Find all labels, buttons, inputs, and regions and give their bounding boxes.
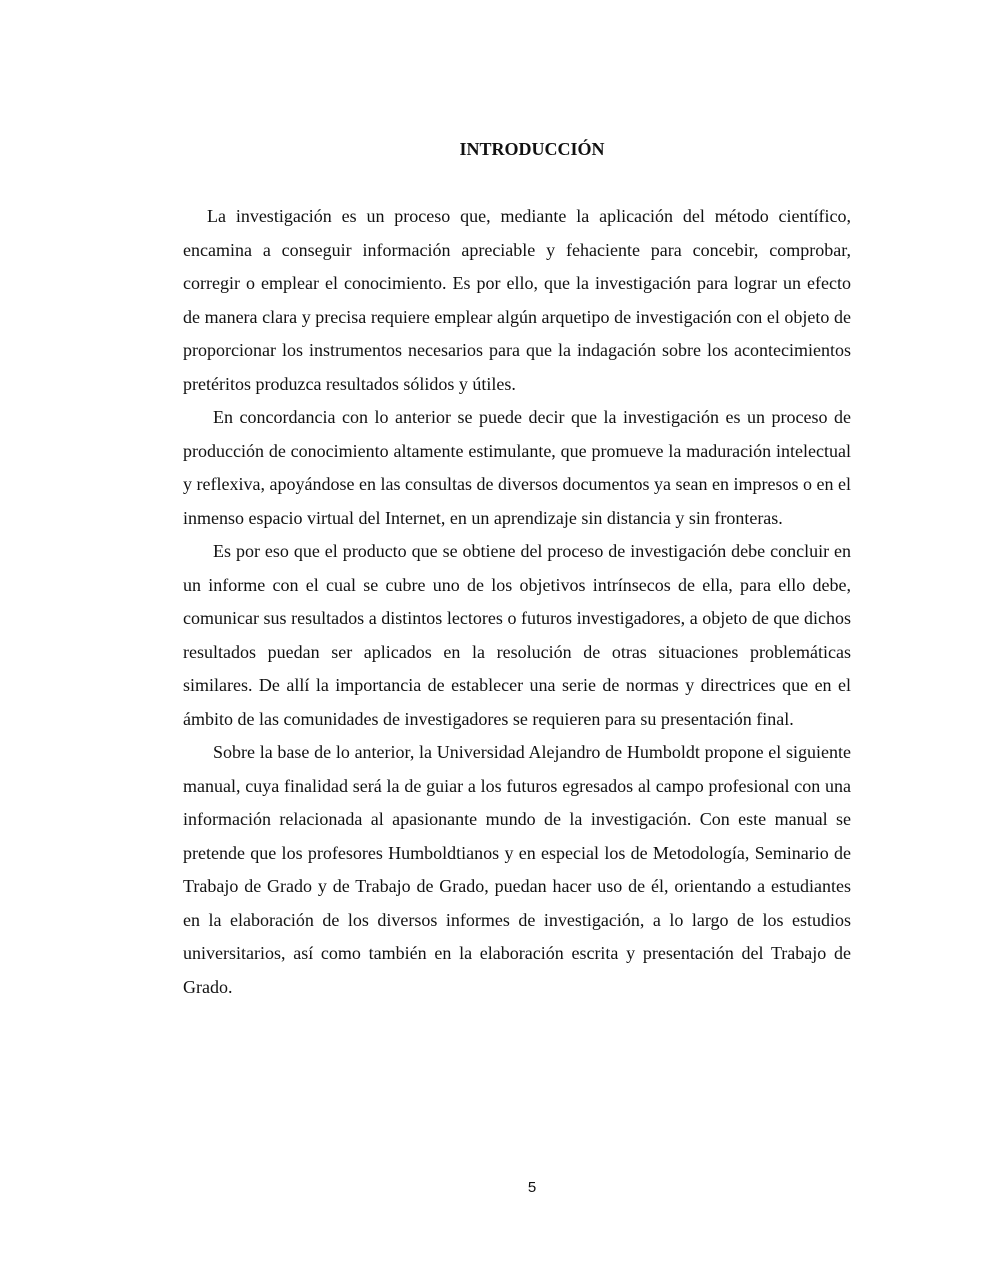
page-title: INTRODUCCIÓN (459, 139, 605, 159)
page-number: 5 (527, 1179, 537, 1196)
paragraph-1: La investigación es un proceso que, mediante la aplicación del método científico, encamina a conseguir información apreciable y fehaciente para concebir, comprobar, corregir o emplear el conocimiento. Es por ello, que la investigación para lograr un efecto de manera clara y precisa requiere emplear algún arquetipo de investigación con el objeto de proporcionar los instrumentos necesarios para que la indagación sobre los acontecimientos pretéritos produzca resultados sólidos y útiles. (183, 206, 851, 394)
paragraph-3: Es por eso que el producto que se obtiene del proceso de investigación debe concluir en un informe con el cual se cubre uno de los objetivos intrínsecos de ella, para ello debe, comunicar sus resultados a distintos lectores o futuros investigadores, a objeto de que dichos resultados puedan ser aplicados en la resolución de otras situaciones problemáticas similares. De allí la importancia de establecer una serie de normas y directrices que en el ámbito de las comunidades de investigadores se requieren para su presentación final. (183, 541, 851, 729)
paragraph-2: En concordancia con lo anterior se puede decir que la investigación es un proceso de producción de conocimiento altamente estimulante, que promueve la maduración intelectual y reflexiva, apoyándose en las consultas de diversos documentos ya sean en impresos o en el inmenso espacio virtual del Internet, en un aprendizaje sin distancia y sin fronteras. (183, 407, 851, 528)
paragraph-4: Sobre la base de lo anterior, la Universidad Alejandro de Humboldt propone el siguiente manual, cuya finalidad será la de guiar a los futuros egresados al campo profesional con una información relacionada al apasionante mundo de la investigación. Con este manual se pretende que los profesores Humboldtianos y en especial los de Metodología, Seminario de Trabajo de Grado y de Trabajo de Grado, puedan hacer uso de él, orientando a estudiantes en la elaboración de los diversos informes de investigación, a lo largo de los estudios universitarios, así como también en la elaboración escrita y presentación del Trabajo de Grado. (183, 742, 851, 997)
body-text (183, 200, 851, 1004)
